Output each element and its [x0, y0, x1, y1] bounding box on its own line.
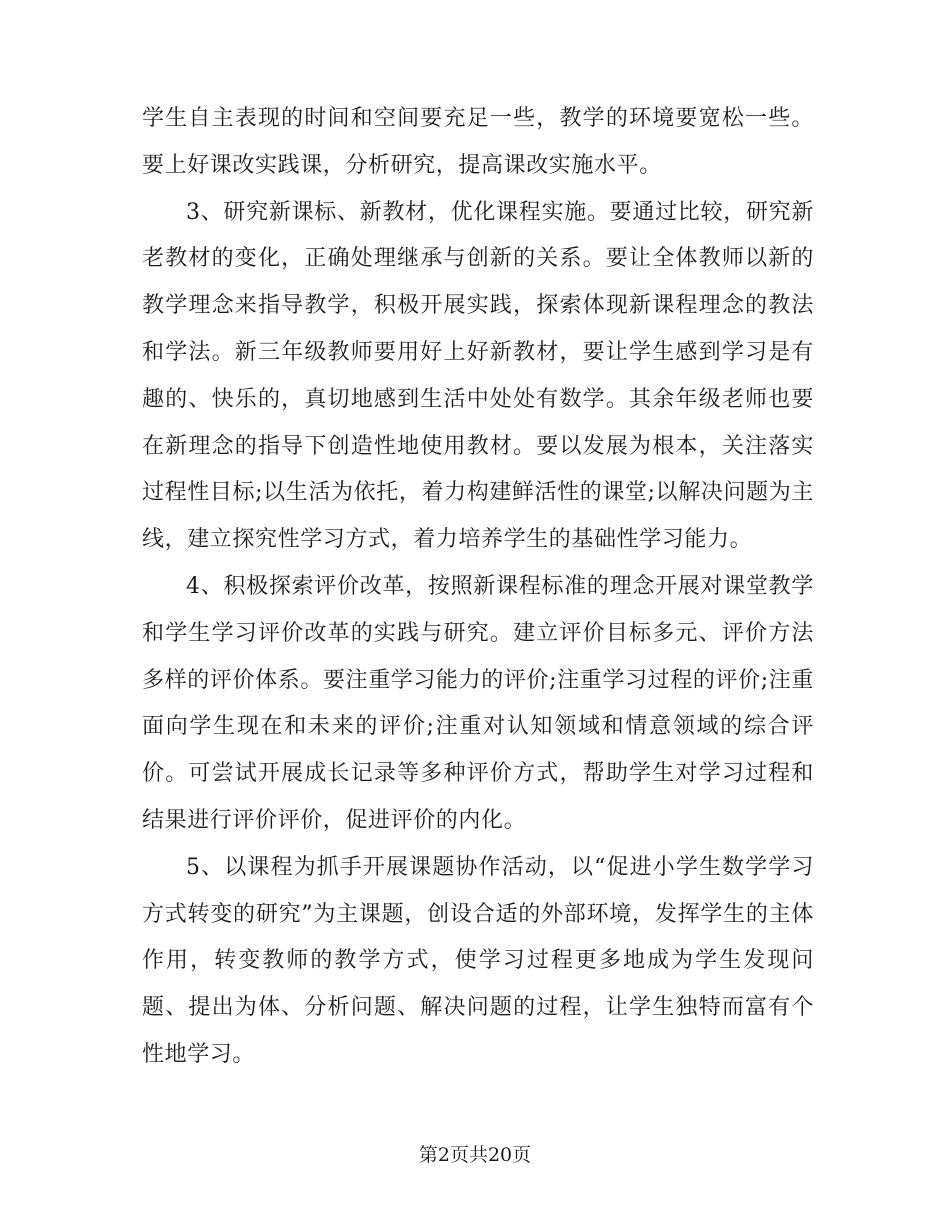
- paragraph-item-5: 5、以课程为抓手开展课题协作活动，以“促进小学生数学学习方式转变的研究”为主课题，创设合适的外部环境，发挥学生的主体作用，转变教师的教学方式，使学习过程更多地成为学生发现问题、提出为体、分析问题、解决问题的过程，让学生独特而富有个性地学习。: [142, 854, 814, 1067]
- paragraph-continued: 学生自主表现的时间和空间要充足一些，教学的环境要宽松一些。要上好课改实践课，分析研究，提高课改实施水平。: [142, 106, 814, 178]
- body-text: [142, 96, 814, 1079]
- page-number-footer: 第2页共20页: [418, 1144, 532, 1166]
- paragraph-item-3: 3、研究新课标、新教材，优化课程实施。要通过比较，研究新老教材的变化，正确处理继承与创新的关系。要让全体教师以新的教学理念来指导教学，积极开展实践，探索体现新课程理念的教法和学法。新三年级教师要用好上好新教材，要让学生感到学习是有趣的、快乐的，真切地感到生活中处处有数学。其余年级老师也要在新理念的指导下创造性地使用教材。要以发展为根本，关注落实过程性目标;以生活为依托，着力构建鲜活性的课堂;以解决问题为主线，建立探究性学习方式，着力培养学生的基础性学习能力。: [142, 199, 814, 553]
- paragraph-item-4: 4、积极探索评价改革，按照新课程标准的理念开展对课堂教学和学生学习评价改革的实践与研究。建立评价目标多元、评价方法多样的评价体系。要注重学习能力的评价;注重学习过程的评价;注重面向学生现在和未来的评价;注重对认知领域和情意领域的综合评价。可尝试开展成长记录等多种评价方式，帮助学生对学习过程和结果进行评价评价，促进评价的内化。: [142, 573, 814, 833]
